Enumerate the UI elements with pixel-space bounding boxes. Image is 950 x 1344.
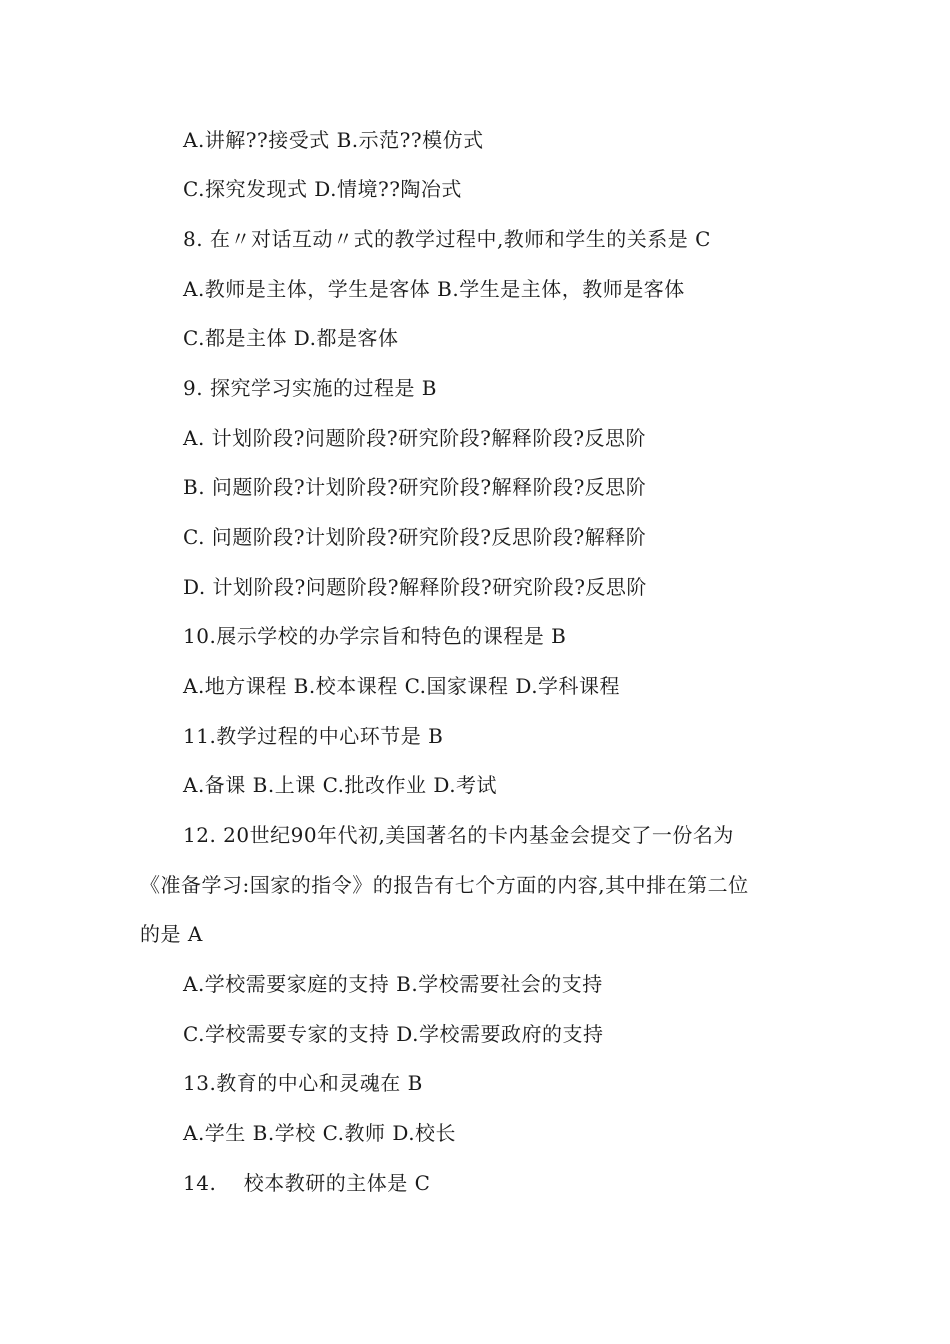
option-line-q12-ab: A.学校需要家庭的支持 B.学校需要社会的支持 [183,972,603,996]
question-8: 8. 在〃对话互动〃式的教学过程中,教师和学生的关系是 C [183,227,711,251]
option-line-q11: A.备课 B.上课 C.批改作业 D.考试 [183,773,498,797]
option-q9-c: C. 问题阶段?计划阶段?研究阶段?反思阶段?解释阶 [183,525,647,549]
option-line-q10: A.地方课程 B.校本课程 C.国家课程 D.学科课程 [183,674,621,698]
option-q9-d: D. 计划阶段?问题阶段?解释阶段?研究阶段?反思阶 [183,575,647,599]
option-line-q13: A.学生 B.学校 C.教师 D.校长 [183,1121,457,1145]
question-13: 13.教育的中心和灵魂在 B [183,1071,423,1095]
question-12-line-2: 《准备学习:国家的指令》的报告有七个方面的内容,其中排在第二位 [140,873,749,897]
option-line-q8-cd: C.都是主体 D.都是客体 [183,326,399,350]
option-q9-b: B. 问题阶段?计划阶段?研究阶段?解释阶段?反思阶 [183,475,647,499]
question-10: 10.展示学校的办学宗旨和特色的课程是 B [183,624,567,648]
option-line-q7-ab: A.讲解??接受式 B.示范??模仿式 [183,128,484,152]
question-14: 14. 校本教研的主体是 C [183,1171,431,1195]
option-line-q7-cd: C.探究发现式 D.情境??陶冶式 [183,177,462,201]
question-9: 9. 探究学习实施的过程是 B [183,376,437,400]
option-q9-a: A. 计划阶段?问题阶段?研究阶段?解释阶段?反思阶 [183,426,647,450]
option-line-q8-ab: A.教师是主体，学生是客体 B.学生是主体，教师是客体 [183,277,685,301]
option-line-q12-cd: C.学校需要专家的支持 D.学校需要政府的支持 [183,1022,604,1046]
question-12-line-1: 12. 20世纪90年代初,美国著名的卡内基金会提交了一份名为 [183,823,734,847]
question-12-line-3: 的是 A [140,922,203,946]
question-11: 11.教学过程的中心环节是 B [183,724,444,748]
